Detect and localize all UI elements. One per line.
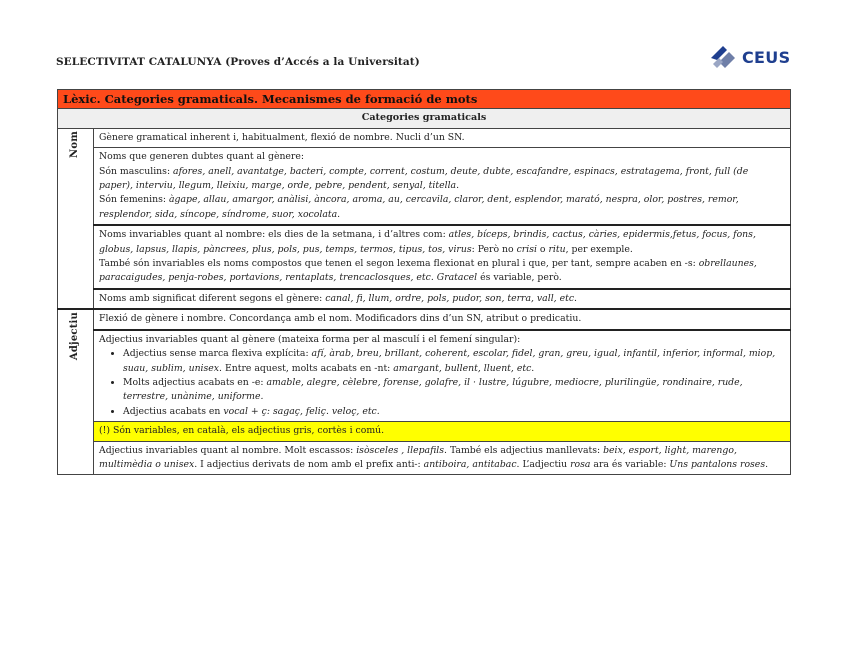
grammar-table xyxy=(57,89,791,475)
table-title: Lèxic. Categories gramaticals. Mecanismes de formació de mots xyxy=(58,90,791,109)
adjectiu-row-2 xyxy=(94,330,791,422)
logo-text: CEUS xyxy=(742,47,791,67)
nom-row-2-masculins: Són masculins: afores, anell, avantatge, bacteri, compte, corrent, costum, deute, dubte, escafandre, espinacs, estratagema, front, full (de paper), interviu, llegum, lleixiu, marge, orde, pebre, pendent, senyal, titella. xyxy=(99,165,749,192)
ceus-logo-icon xyxy=(709,42,739,72)
nom-row-3 xyxy=(94,225,791,289)
ceus-logo xyxy=(709,42,790,72)
adjectiu-row-4: Adjectius invariables quant al nombre. Molt escassos: isòsceles , llepafils. També els adjectius manllevats: beix, esport, light, marengo, multimèdia o unisex. I adjectius derivats de nom amb el prefix anti-: antiboira, antitabac. L’adjectiu rosa ara és variable: Uns pantalons roses. xyxy=(94,441,791,475)
adjectiu-row-3-highlight: (!) Són variables, en català, els adjectius gris, cortès i comú. xyxy=(94,422,791,441)
nom-label: Nom xyxy=(69,130,81,158)
nom-row-2-femenins: Són femenins: àgape, allau, amargor, anàlisi, àncora, aroma, au, cercavila, claror, dent, esplendor, marató, nespra, olor, postres, remor, resplendor, sida, síncope, síndrome, suor, xocolata. xyxy=(99,194,739,220)
adjectiu-side-cell xyxy=(58,309,94,475)
adjectiu-bullet-list xyxy=(99,347,785,419)
nom-row-4: Noms amb significat diferent segons el gènere: canal, fi, llum, ordre, pols, pudor, son, terra, vall, etc. xyxy=(94,289,791,309)
adjectiu-row-1: Flexió de gènere i nombre. Concordança amb el nom. Modificadors dins d’un SN, atribut o predicatiu. xyxy=(94,309,791,329)
page-header-title: SELECTIVITAT CATALUNYA (Proves d’Accés a la Universitat) xyxy=(56,56,420,68)
nom-row-3-invariables: Noms invariables quant al nombre: els dies de la setmana, i d’altres com: atles, bíceps, brindis, cactus, càries, epidermis,fetus, focus, fons, globus, lapsus, llapis, pàncrees, plus, pols, pus, temps, termos, tipus, tos, virus: Però no crisi o ritu, per exemple. xyxy=(99,229,756,255)
adjectiu-label: Adjectiu xyxy=(69,312,81,361)
nom-row-2-intro: Noms que generen dubtes quant al gènere: xyxy=(99,151,305,163)
list-item: • Molts adjectius acabats en -e: amable, alegre, cèlebre, forense, golafre, il · lustre, lúgubre, mediocre, plurilingüe, rondinaire, rude, terrestre, unànime, uniforme. xyxy=(123,376,785,405)
table-subtitle: Categories gramaticals xyxy=(58,109,791,128)
list-item: • Adjectius acabats en vocal + ç: sagaç, feliç. veloç, etc. xyxy=(123,405,785,419)
nom-row-2 xyxy=(94,148,791,226)
list-item: • Adjectius sense marca flexiva explícita: afí, àrab, breu, brillant, coherent, escolar, fidel, gran, greu, igual, infantil, inferior, informal, miop, suau, sublim, unisex. Entre aquest, molts acabats en -nt: amargant, bullent, lluent, etc. xyxy=(123,347,785,376)
nom-row-3-compostos: També són invariables els noms compostos que tenen el segon lexema flexionat en plural i que, per tant, sempre acaben en -s: obrellaunes, paracaigudes, penja-robes, portavions, rentaplats, trencaclosques, etc. Gratacel és variable, però. xyxy=(99,258,757,284)
nom-side-cell xyxy=(58,128,94,309)
nom-row-1: Gènere gramatical inherent i, habitualment, flexió de nombre. Nucli d’un SN. xyxy=(94,128,791,147)
adjectiu-row-2-intro: Adjectius invariables quant al gènere (mateixa forma per al masculí i el femení singular): xyxy=(99,333,521,345)
